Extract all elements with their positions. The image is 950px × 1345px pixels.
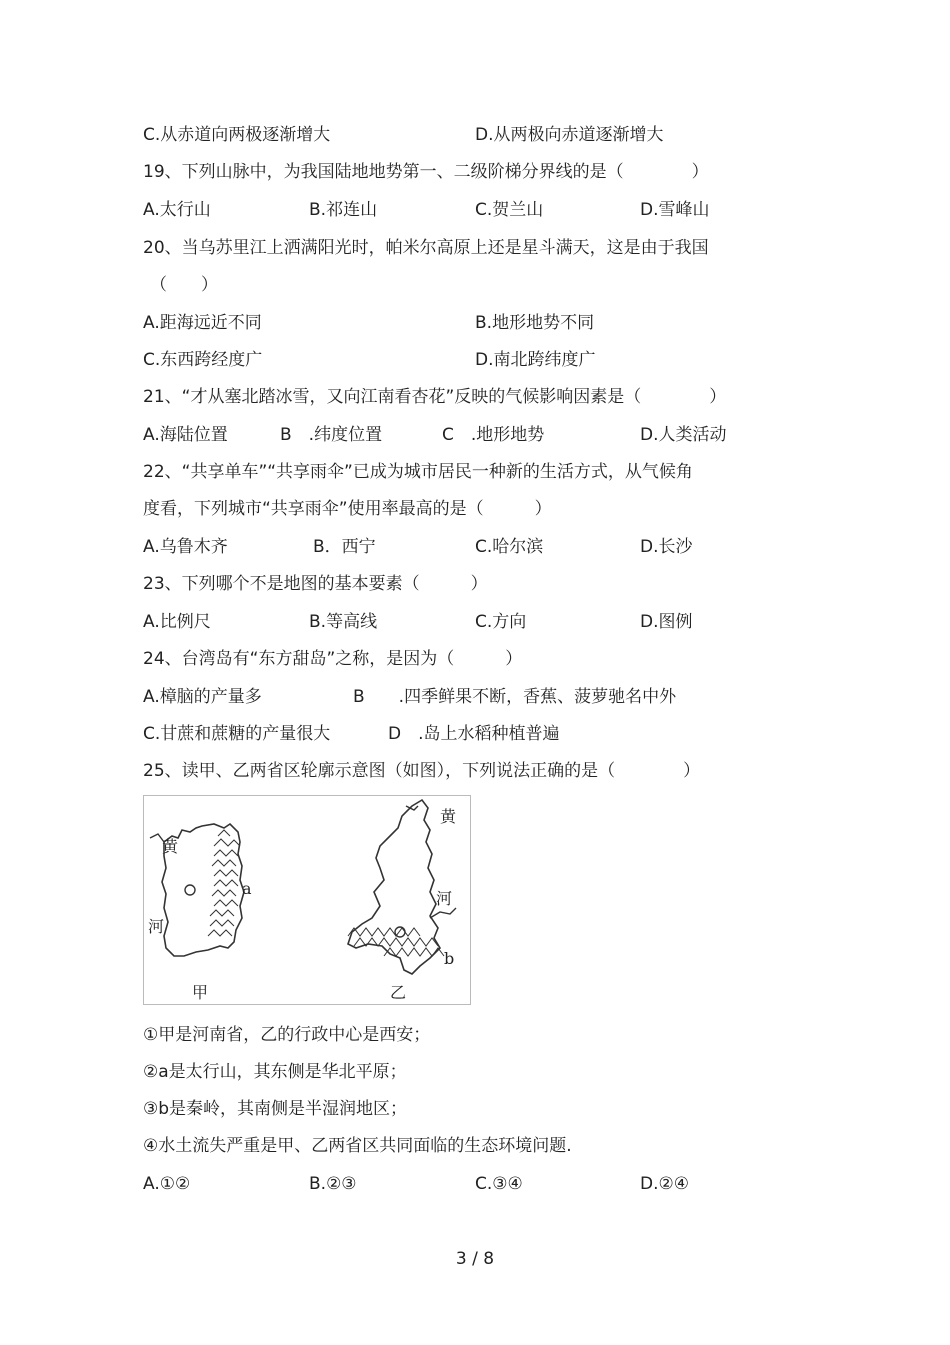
q25-stem: 25、读甲、乙两省区轮廓示意图（如图），下列说法正确的是（ ） xyxy=(143,761,701,781)
q18-option-c: C.从赤道向两极逐渐增大 xyxy=(143,125,331,145)
jia-name: 甲 xyxy=(192,983,209,1002)
q24-option-b: B .四季鲜果不断，香蕉、菠萝驰名中外 xyxy=(353,687,677,707)
q20-option-c: C.东西跨经度广 xyxy=(143,350,263,370)
q19-option-b: B.祁连山 xyxy=(309,200,378,220)
q20-option-d: D.南北跨纬度广 xyxy=(475,350,596,370)
q23-option-b: B.等高线 xyxy=(309,612,378,632)
q20-option-b: B.地形地势不同 xyxy=(475,313,595,333)
q23-option-d: D.图例 xyxy=(640,612,693,632)
q21-option-d: D.人类活动 xyxy=(640,425,727,445)
q24-stem: 24、台湾岛有“东方甜岛”之称，是因为（ ） xyxy=(143,649,523,669)
mountain-a xyxy=(208,830,240,936)
q22-option-b: B．西宁 xyxy=(313,537,376,557)
q20-stem: 20、当乌苏里江上洒满阳光时，帕米尔高原上还是星斗满天，这是由于我国 xyxy=(143,238,709,258)
q19-stem: 19、下列山脉中，为我国陆地地势第一、二级阶梯分界线的是（ ） xyxy=(143,162,709,182)
q18-option-d: D.从两极向赤道逐渐增大 xyxy=(475,125,664,145)
q22-stem: 22、“共享单车”“共享雨伞”已成为城市居民一种新的生活方式，从气候角 xyxy=(143,462,693,482)
province-outline-map xyxy=(144,796,470,1004)
yi-name: 乙 xyxy=(390,983,407,1002)
q25-statement-1: ①甲是河南省，乙的行政中心是西安； xyxy=(143,1025,431,1045)
yi-capital-marker xyxy=(395,927,405,937)
q21-stem: 21、“才从塞北踏冰雪，又向江南看杏花”反映的气候影响因素是（ ） xyxy=(143,387,727,407)
q23-option-c: C.方向 xyxy=(475,612,527,632)
jia-capital-marker xyxy=(185,885,195,895)
q25-option-a: A.①② xyxy=(143,1174,191,1194)
q23-option-a: A.比例尺 xyxy=(143,612,211,632)
mountain-b xyxy=(348,928,444,956)
jia-label-a: a xyxy=(242,879,252,898)
q22-option-c: C.哈尔滨 xyxy=(475,537,544,557)
q21-option-c: C .地形地势 xyxy=(442,425,545,445)
q25-option-b: B.②③ xyxy=(309,1174,357,1194)
q19-option-d: D.雪峰山 xyxy=(640,200,710,220)
q19-option-c: C.贺兰山 xyxy=(475,200,544,220)
q24-option-d: D .岛上水稻种植普遍 xyxy=(388,724,560,744)
q22-option-d: D.长沙 xyxy=(640,537,693,557)
q24-option-a: A.樟脑的产量多 xyxy=(143,687,262,707)
yi-label-he: 河 xyxy=(436,889,453,908)
page-number: 3 / 8 xyxy=(455,1249,495,1269)
jia-label-huang: 黄 xyxy=(162,837,179,856)
yi-label-huang: 黄 xyxy=(440,807,457,826)
q25-statement-4: ④水土流失严重是甲、乙两省区共同面临的生态环境问题. xyxy=(143,1136,572,1156)
q20-stem-blank: （ ） xyxy=(150,275,218,295)
yi-label-b: b xyxy=(444,949,455,968)
q20-option-a: A.距海远近不同 xyxy=(143,313,262,333)
province-outline-figure xyxy=(143,795,471,1005)
q25-option-d: D.②④ xyxy=(640,1174,689,1194)
q24-option-c: C.甘蔗和蔗糖的产量很大 xyxy=(143,724,331,744)
q25-statement-2: ②a是太行山，其东侧是华北平原； xyxy=(143,1062,407,1082)
q19-option-a: A.太行山 xyxy=(143,200,211,220)
q22-stem-line2: 度看，下列城市“共享雨伞”使用率最高的是（ ） xyxy=(143,499,552,519)
q21-option-a: A.海陆位置 xyxy=(143,425,228,445)
q21-option-b: B .纬度位置 xyxy=(280,425,383,445)
q25-option-c: C.③④ xyxy=(475,1174,523,1194)
q22-option-a: A.乌鲁木齐 xyxy=(143,537,228,557)
q25-statement-3: ③b是秦岭，其南侧是半湿润地区； xyxy=(143,1099,408,1119)
jia-label-he: 河 xyxy=(148,917,165,936)
q23-stem: 23、下列哪个不是地图的基本要素（ ） xyxy=(143,574,488,594)
